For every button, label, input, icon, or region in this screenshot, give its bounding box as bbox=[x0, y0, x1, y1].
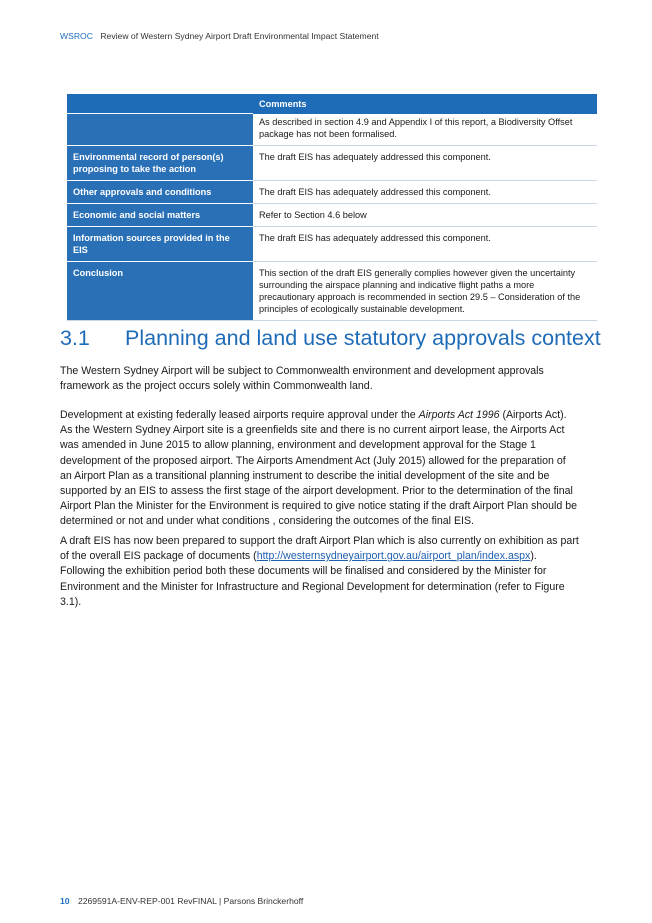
section-heading bbox=[60, 326, 601, 351]
table-header-comments: Comments bbox=[253, 94, 597, 114]
paragraph-2 bbox=[60, 408, 580, 530]
table-row bbox=[67, 261, 597, 320]
running-header bbox=[60, 31, 379, 41]
text-run: Development at existing federally leased airports require approval under the bbox=[60, 409, 419, 421]
table-row bbox=[67, 226, 597, 261]
document-reference: 2269591A-ENV-REP-001 RevFINAL | Parsons Brinckerhoff bbox=[77, 896, 304, 906]
row-comment: The draft EIS has adequately addressed this component. bbox=[253, 145, 597, 180]
paragraph-text: The Western Sydney Airport will be subject to Commonwealth environment and development approvals framework as the project occurs solely within Commonwealth land. bbox=[60, 365, 544, 393]
section-number: 3.1 bbox=[60, 326, 90, 350]
row-label: Information sources provided in the EIS bbox=[67, 226, 253, 261]
row-comment: Refer to Section 4.6 below bbox=[253, 203, 597, 226]
row-label: Conclusion bbox=[67, 261, 253, 320]
row-label: Economic and social matters bbox=[67, 203, 253, 226]
row-comment: This section of the draft EIS generally complies however given the uncertainty surrounding the airspace planning and indicative flight paths a more precautionary approach is recommended in section 29.5 – Consideration of the principles of ecologically sustainable development. bbox=[253, 261, 597, 320]
airport-plan-link[interactable]: http://westernsydneyairport.gov.au/airport_plan/index.aspx bbox=[256, 550, 531, 563]
assessment-table bbox=[67, 94, 597, 321]
header-org: WSROC bbox=[60, 31, 93, 41]
table-row bbox=[67, 145, 597, 180]
row-comment: As described in section 4.9 and Appendix I of this report, a Biodiversity Offset package has not been formalised. bbox=[253, 114, 597, 146]
table-row bbox=[67, 180, 597, 203]
row-label: Other approvals and conditions bbox=[67, 180, 253, 203]
table-row bbox=[67, 203, 597, 226]
page-number: 10 bbox=[60, 896, 70, 906]
paragraph-text bbox=[60, 408, 580, 530]
row-comment: The draft EIS has adequately addressed this component. bbox=[253, 180, 597, 203]
text-run: (Airports Act). As the Western Sydney Airport site is a greenfields site and there is no current airport lease, the Airports Act was amended in June 2015 to allow planning, environment and development approval for the Stage 1 development of the proposed airport. The Airports Amendment Act (July 2015) allowed for the preparation of an Airport Plan as a transitional planning instrument to describe the initial development of the site and be supported by an EIS to assess the first stage of the airport development. Prior to the determination of the final Airport Plan the Minister for the Environment is required to give notice stating if the draft Airport Plan should be determined or not and under what conditions , considering the outcomes of the final EIS. bbox=[60, 409, 578, 528]
row-label: Environmental record of person(s) proposing to take the action bbox=[67, 145, 253, 180]
section-title: Planning and land use statutory approvals context bbox=[125, 326, 601, 350]
row-comment: The draft EIS has adequately addressed this component. bbox=[253, 226, 597, 261]
text-run: ). Following the exhibition period both these documents will be finalised and considered by the Minister for Environment and the Minister for Infrastructure and Regional Development for determination (refer to Figure 3.1). bbox=[60, 550, 565, 608]
running-footer bbox=[60, 896, 303, 906]
paragraph-1 bbox=[60, 364, 580, 394]
table-header-blank bbox=[67, 94, 253, 114]
table-row bbox=[67, 114, 597, 146]
paragraph-3 bbox=[60, 534, 580, 610]
paragraph-text bbox=[60, 534, 580, 610]
header-title: Review of Western Sydney Airport Draft Environmental Impact Statement bbox=[100, 31, 379, 41]
text-run: A draft EIS has now been prepared to support the draft Airport Plan which is also currently on exhibition as part of the overall EIS package of documents ( bbox=[60, 535, 579, 563]
row-label bbox=[67, 114, 253, 146]
act-name: Airports Act 1996 bbox=[418, 409, 500, 421]
table-header-row bbox=[67, 94, 597, 114]
